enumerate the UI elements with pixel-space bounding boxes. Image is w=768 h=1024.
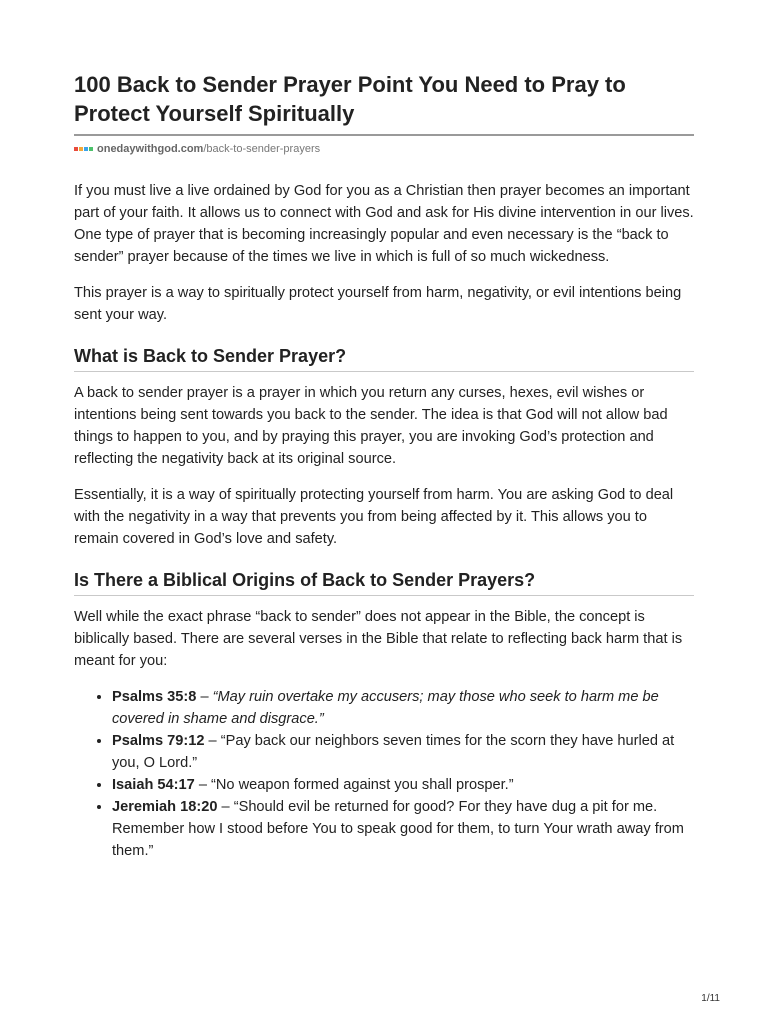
list-item [112,686,694,730]
verse-text: “Pay back our neighbors seven times for the scorn they have hurled at you, O Lord.” [112,733,675,771]
verse-reference: Psalms 79:12 [112,733,205,749]
verse-reference: Psalms 35:8 [112,689,197,705]
page-number: 1/11 [701,993,720,1004]
section-paragraph: Essentially, it is a way of spiritually protecting yourself from harm. You are asking God to deal with the negativity in a way that prevents you from being affected by it. This allows you to remain covered in God’s love and safety. [74,487,674,547]
verse-separator: – [196,689,213,705]
page-title: 100 Back to Sender Prayer Point You Need to Pray to Protect Yourself Spiritually [74,72,626,126]
verse-text: “May ruin overtake my accusers; may those who seek to harm me be covered in shame and disgrace.” [112,689,659,727]
article-body [74,180,694,862]
verse-separator: – [204,733,221,749]
section-paragraph: A back to sender prayer is a prayer in which you return any curses, hexes, evil wishes or intentions being sent towards you back to the sender. The idea is that God will not allow bad things to happen to you, and by praying this prayer, you are invoking God’s protection and reflecting the negativity back at its original source. [74,385,668,467]
section-paragraph: Well while the exact phrase “back to sender” does not appear in the Bible, the concept is biblically based. There are several verses in the Bible that relate to reflecting back harm that is meant for you: [74,609,683,669]
verse-list [74,686,694,862]
verse-separator: – [194,777,211,793]
verse-reference: Isaiah 54:17 [112,777,195,793]
verse-separator: – [217,799,234,815]
section-heading-biblical-origins: Is There a Biblical Origins of Back to Sender Prayers? [74,568,694,596]
title-divider [74,134,694,136]
intro-paragraph: If you must live a live ordained by God for you as a Christian then prayer becomes an important part of your faith. It allows us to connect with God and ask for His divine intervention in our lives. One type of prayer that is becoming increasingly popular and even necessary is the “back to sender” prayer because of the times we live in which is full of so much wickedness. [74,183,694,265]
list-item [112,774,694,796]
section-heading-what-is: What is Back to Sender Prayer? [74,344,694,372]
list-item [112,796,694,862]
site-favicon-icon [74,147,93,151]
intro-paragraph: This prayer is a way to spiritually protect yourself from harm, negativity, or evil intentions being sent your way. [74,285,682,323]
verse-text: “No weapon formed against you shall prosper.” [211,777,514,793]
verse-reference: Jeremiah 18:20 [112,799,218,815]
source-url[interactable] [74,142,320,156]
list-item [112,730,694,774]
verse-text: “Should evil be returned for good? For they have dug a pit for me. Remember how I stood before You to speak good for them, to turn Your wrath away from them.” [112,799,684,859]
source-path[interactable]: /back-to-sender-prayers [203,143,321,155]
source-domain[interactable]: onedaywithgod.com [97,143,204,155]
